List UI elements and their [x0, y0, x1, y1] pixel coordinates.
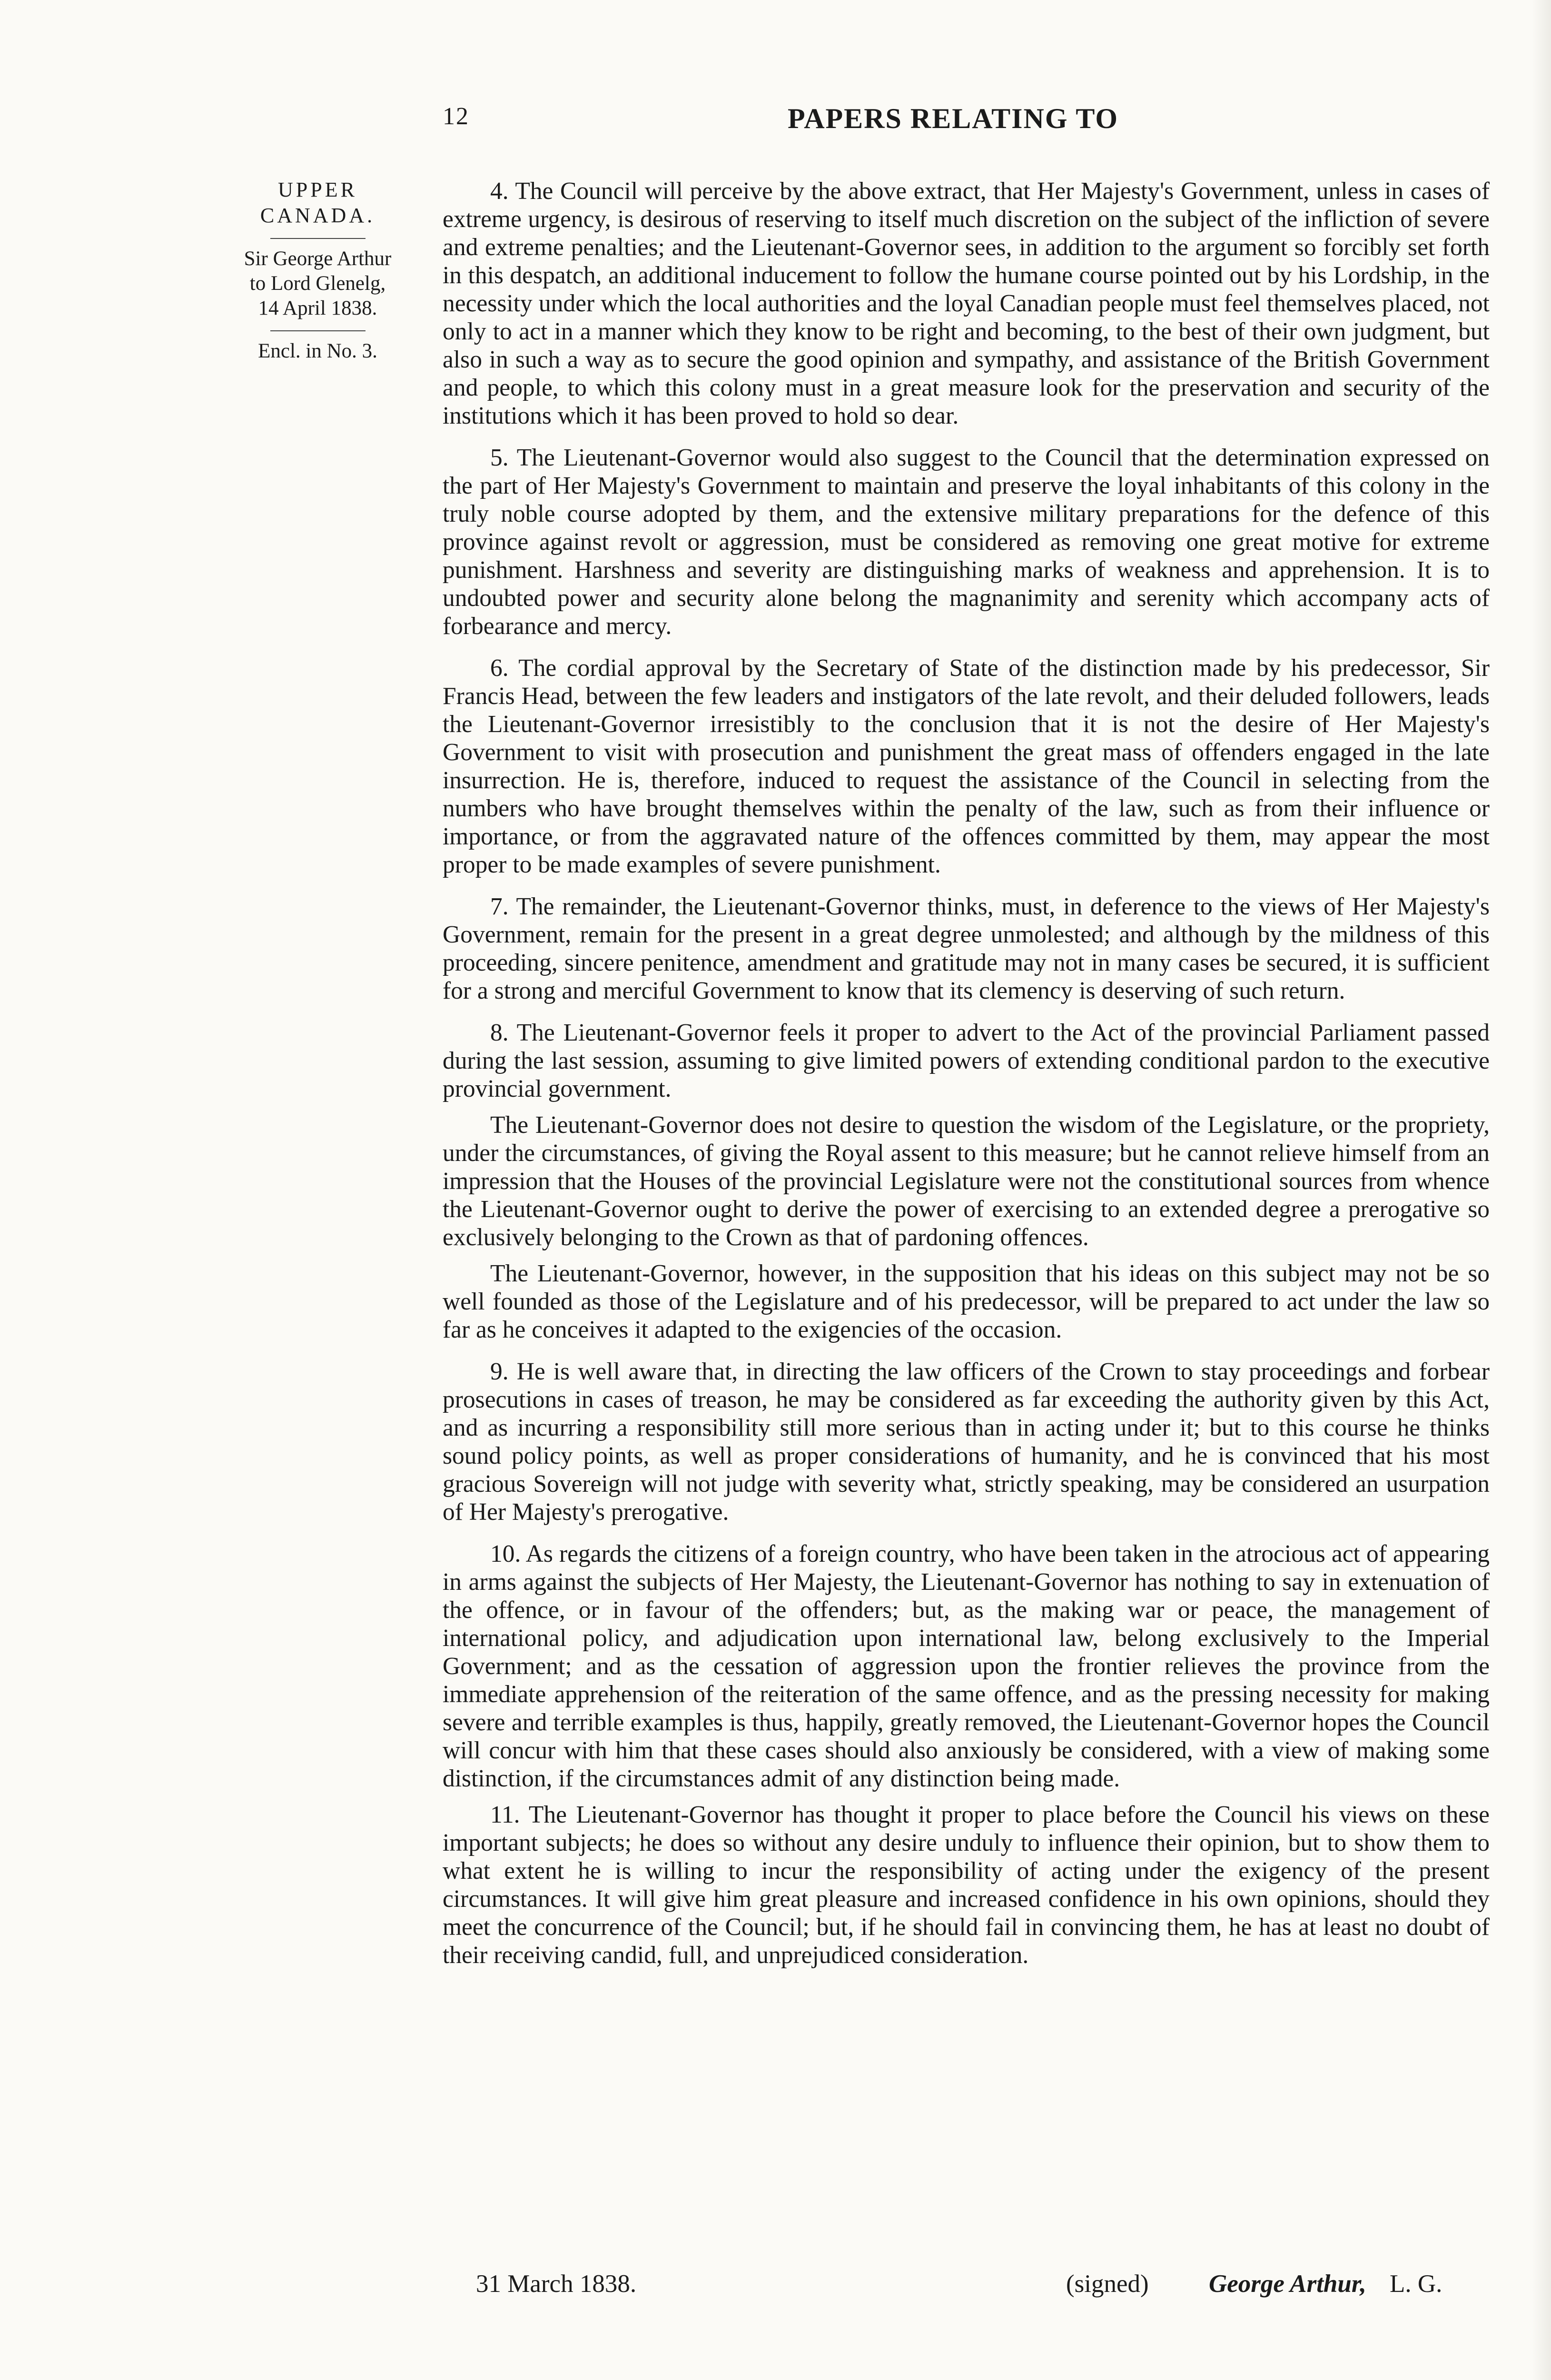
- page-edge-shadow: [1532, 0, 1551, 2380]
- margin-region-line1: UPPER: [278, 178, 357, 201]
- margin-divider: [270, 238, 366, 239]
- paragraph-10: 10. As regards the citizens of a foreign country, who have been taken in the atrocious act of appearing in arms against the subjects of Her Majesty, the Lieutenant-Governor has nothing to say in extenuation of the offence, or in favour of the offenders; but, as the making war or peace, the management of international policy, and adjudication upon international law, belong exclusively to the Imperial Government; and as the cessation of aggression upon the frontier relieves the province from the immediate apprehension of the reiteration of the same offence, and as the pressing necessity for making severe and terrible examples is thus, happily, greatly removed, the Lieutenant-Governor hopes the Council will concur with him that these cases should also anxiously be considered, with a view of making some distinction, if the circumstances admit of any distinction being made.: [443, 1540, 1490, 1792]
- signatory-name: George Arthur,: [1209, 2270, 1366, 2298]
- signature-line: [476, 2270, 1490, 2303]
- paragraph-5: 5. The Lieutenant-Governor would also suggest to the Council that the determination expressed on the part of Her Majesty's Government to maintain and preserve the loyal inhabitants of this colony in the truly noble course adopted by them, and the extensive military preparations for the defence of this province against revolt or aggression, must be considered as removing one great motive for extreme punishment. Harshness and severity are distinguishing marks of weakness and apprehension. It is to undoubted power and security alone belong the magnanimity and serenity which accompany acts of forbearance and mercy.: [443, 444, 1490, 640]
- margin-divider: [270, 330, 366, 331]
- paragraph-8: 8. The Lieutenant-Governor feels it proper to advert to the Act of the provincial Parliament passed during the last session, assuming to give limited powers of extending conditional pardon to the executive provincial government.: [443, 1019, 1490, 1102]
- signature-date: 31 March 1838.: [476, 2270, 637, 2298]
- paragraph-9: 9. He is well aware that, in directing the law officers of the Crown to stay proceedings and forbear prosecutions in cases of treason, he may be considered as far exceeding the authority given by this Act, and as incurring a responsibility still more serious than in acting under it; but to this course he thinks sound policy points, as well as proper considerations of humanity, and he is convinced that his most gracious Sovereign will not judge with severity what, strictly speaking, may be considered an usurpation of Her Majesty's prerogative.: [443, 1358, 1490, 1526]
- margin-correspondence-from: Sir George Arthur: [244, 248, 392, 270]
- signed-label: (signed): [1066, 2270, 1149, 2298]
- body-text: [443, 177, 1490, 1983]
- margin-correspondence-to: to Lord Glenelg,: [249, 272, 386, 295]
- margin-region-line2: CANADA.: [260, 204, 375, 227]
- page-header: [0, 102, 1551, 140]
- margin-correspondence-date: 14 April 1838.: [258, 297, 377, 319]
- paragraph-8-continued: The Lieutenant-Governor does not desire to question the wisdom of the Legislature, or the propriety, under the circumstances, of giving the Royal assent to this measure; but he cannot relieve himself from an impression that the Houses of the provincial Legislature were not the constitutional sources from whence the Lieutenant-Governor ought to derive the power of exercising to an extended degree a prerogative so exclusively belonging to the Crown as that of pardoning offences.: [443, 1111, 1490, 1251]
- signatory-title: L. G.: [1390, 2270, 1442, 2298]
- paragraph-4: 4. The Council will perceive by the above extract, that Her Majesty's Government, unless in cases of extreme urgency, is desirous of reserving to itself much discretion on the subject of the infliction of severe and extreme penalties; and the Lieutenant-Governor sees, in addition to the argument so forcibly set forth in this despatch, an additional inducement to follow the humane course pointed out by his Lordship, in the necessity under which the local authorities and the loyal Canadian people must feel themselves placed, not only to act in a manner which they know to be right and becoming, to the best of their own judgment, but also in such a way as to secure the good opinion and sympathy, and assistance of the British Government and people, to which this colony must in a great measure look for the preservation and security of the institutions which it has been proved to hold so dear.: [443, 178, 1490, 429]
- paragraph-11: 11. The Lieutenant-Governor has thought it proper to place before the Council his views on these important subjects; he does so without any desire unduly to influence their opinion, but to show them to what extent he is willing to incur the responsibility of acting under the exigency of the present circumstances. It will give him great pleasure and increased confidence in his own opinions, should they meet the concurrence of the Council; but, if he should fail in convincing them, he has at least no doubt of their receiving candid, full, and unprejudiced consideration.: [443, 1801, 1490, 1969]
- margin-enclosure: Encl. in No. 3.: [258, 340, 377, 362]
- paragraph-8-conclusion: The Lieutenant-Governor, however, in the supposition that his ideas on this subject may not be so well founded as those of the Legislature and of his predecessor, will be prepared to act under the law so far as he conceives it adapted to the exigencies of the occasion.: [443, 1260, 1490, 1343]
- page-number: 12: [443, 103, 469, 130]
- paragraph-7: 7. The remainder, the Lieutenant-Governor thinks, must, in deference to the views of Her Majesty's Government, remain for the present in a great degree unmolested; and although by the mildness of this proceeding, sincere penitence, amendment and gratitude may not in many cases be secured, it is sufficient for a strong and merciful Government to know that its clemency is deserving of such return.: [443, 893, 1490, 1004]
- paragraph-6: 6. The cordial approval by the Secretary of State of the distinction made by his predecessor, Sir Francis Head, between the few leaders and instigators of the late revolt, and their deluded followers, leads the Lieutenant-Governor irresistibly to the conclusion that it is not the desire of Her Majesty's Government to visit with prosecution and punishment the great mass of offenders engaged in the late insurrection. He is, therefore, induced to request the assistance of the Council in selecting from the numbers who have brought themselves within the penalty of the law, such as from their influence or importance, or from the aggravated nature of the offences committed by them, may appear the most proper to be made examples of severe punishment.: [443, 654, 1490, 878]
- margin-notes: [219, 177, 416, 364]
- running-title: PAPERS RELATING TO: [788, 103, 1119, 134]
